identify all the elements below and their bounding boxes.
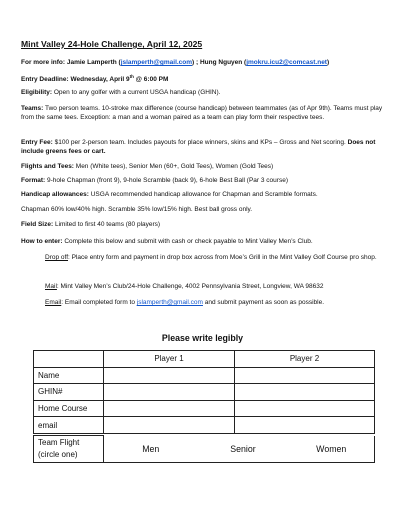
flight-option-men[interactable]: Men <box>104 436 198 463</box>
drop-off-instructions: Drop off: Place entry form and payment in drop box across from Moe’s Grill in the Mint Valley Golf Course pro shop. <box>45 254 377 261</box>
header-blank <box>34 351 104 368</box>
contact-email-jamie[interactable]: jslamperth@gmail.com <box>120 59 193 66</box>
document-title: Mint Valley 24-Hole Challenge, April 12, 2025 <box>21 39 203 49</box>
contact-info: For more info: Jamie Lamperth (jslamperth@gmail.com) ; Hung Nguyen (jmokru.icu2@comcast.net) <box>21 59 330 66</box>
player-1-ghin-field[interactable] <box>104 384 235 401</box>
flight-option-senior[interactable]: Senior <box>198 436 289 463</box>
team-flight-table <box>33 435 375 463</box>
email-instructions: Email: Email completed form to jslamperth@gmail.com and submit payment as soon as possible. <box>45 299 325 306</box>
flight-option-women[interactable]: Women <box>289 436 375 463</box>
player-1-email-field[interactable] <box>104 417 235 434</box>
format: Format: 9-hole Chapman (front 9), 9-hole Scramble (back 9), 6-hole Best Ball (Par 3 course) <box>21 177 288 184</box>
mail-instructions: Mail: Mint Valley Men’s Club/24-Hole Challenge, 4002 Pennsylvania Street, Longview, WA 98632 <box>45 283 324 290</box>
table-row <box>34 400 375 417</box>
header-player-2: Player 2 <box>235 351 375 368</box>
chapman-allowance: Chapman 60% low/40% high. Scramble 35% low/15% high. Best ball gross only. <box>21 206 253 213</box>
player-2-email-field[interactable] <box>235 417 375 434</box>
flights-and-tees: Flights and Tees: Men (White tees), Senior Men (60+, Gold Tees), Women (Gold Tees) <box>21 163 274 170</box>
table-row <box>34 417 375 434</box>
how-to-enter: How to enter: Complete this below and submit with cash or check payable to Mint Valley Men’s Club. <box>21 238 313 245</box>
entry-deadline: Entry Deadline: Wednesday, April 9th @ 6:00 PM <box>21 73 169 83</box>
row-label-name: Name <box>34 367 104 384</box>
team-flight-row <box>34 436 375 463</box>
row-label-home-course: Home Course <box>34 400 104 417</box>
table-row <box>34 367 375 384</box>
player-2-name-field[interactable] <box>235 367 375 384</box>
entry-fee-paragraph: Entry Fee: $100 per 2-person team. Includes payouts for place winners, skins and KPs – Gross and Net scoring. Does not include greens fees or cart. <box>21 139 376 155</box>
row-label-email: email <box>34 417 104 434</box>
player-1-home-course-field[interactable] <box>104 400 235 417</box>
eligibility: Eligibility: Open to any golfer with a current USGA handicap (GHIN). <box>21 89 221 96</box>
player-2-ghin-field[interactable] <box>235 384 375 401</box>
team-flight-label: Team Flight (circle one) <box>34 436 104 463</box>
write-legibly-heading: Please write legibly <box>161 333 244 343</box>
field-size: Field Size: Limited to first 40 teams (80 players) <box>21 221 161 228</box>
player-1-name-field[interactable] <box>104 367 235 384</box>
entry-form-table <box>33 350 375 434</box>
table-header-row <box>34 351 375 368</box>
table-row <box>34 384 375 401</box>
entry-email-link[interactable]: jslamperth@gmail.com <box>136 299 203 306</box>
player-2-home-course-field[interactable] <box>235 400 375 417</box>
row-label-ghin: GHIN# <box>34 384 104 401</box>
contact-email-hung[interactable]: jmokru.icu2@comcast.net <box>246 59 327 66</box>
handicap-allowances: Handicap allowances: USGA recommended handicap allowance for Chapman and Scramble formats. <box>21 191 318 198</box>
teams-paragraph: Teams: Two person teams. 10-stroke max difference (course handicap) between teammates (as of Apr 9th). Teams must play from the same tees. Exception: a man and a woman paired as a team can play form their respective tees. <box>21 105 383 121</box>
header-player-1: Player 1 <box>104 351 235 368</box>
